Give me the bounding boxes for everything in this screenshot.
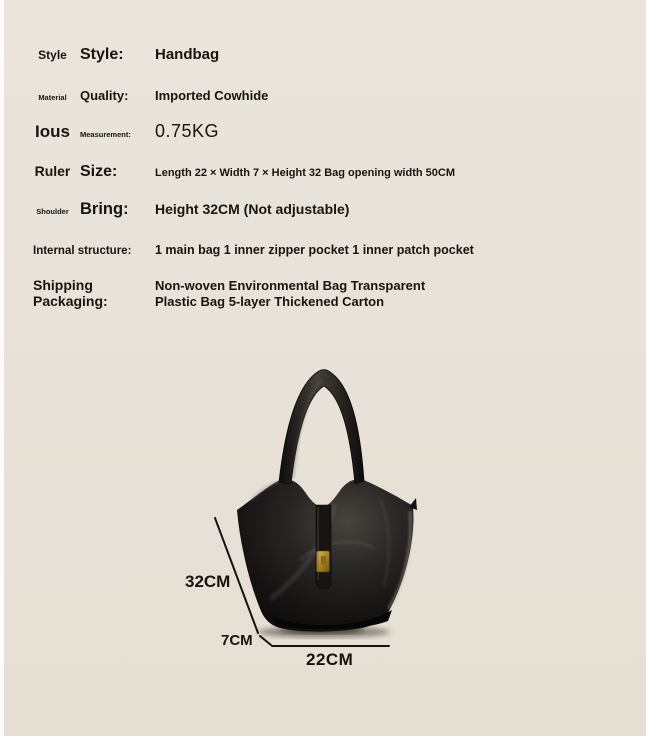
spec-tag: Ious	[35, 122, 70, 141]
spec-value: Handbag	[155, 46, 220, 63]
spec-label: Internal structure:	[33, 245, 132, 257]
spec-label: Quality:	[80, 88, 129, 103]
dimension-label-width: 22CM	[306, 650, 354, 669]
spec-tag: Shoulder	[36, 207, 69, 216]
spec-value: Length 22 × Width 7 × Height 32 Bag opening width 50CM	[155, 167, 455, 179]
spec-value-line1: Non-woven Environmental Bag Transparent	[155, 278, 426, 293]
spec-value: Height 32CM (Not adjustable)	[155, 201, 350, 217]
depth-dimension-tick	[260, 636, 271, 645]
spec-label-line1: Shipping	[33, 277, 93, 293]
spec-label: Bring:	[80, 200, 129, 218]
dimension-label-height: 32CM	[185, 572, 231, 591]
spec-row-style	[0, 46, 646, 64]
handbag-illustration	[150, 355, 490, 700]
spec-label-line2: Packaging:	[33, 293, 108, 309]
spec-row-shipping-packaging	[0, 277, 646, 310]
left-edge-strip	[0, 0, 4, 736]
spec-row-material	[0, 88, 646, 103]
spec-row-size	[0, 163, 646, 181]
spec-tag: Material	[38, 93, 67, 102]
spec-row-strap	[0, 200, 646, 219]
spec-row-internal-structure	[0, 243, 646, 257]
spec-label: Measurement:	[80, 130, 131, 139]
spec-value	[155, 278, 646, 310]
spec-value: Imported Cowhide	[155, 88, 269, 103]
spec-value: 0.75KG	[155, 121, 220, 141]
dimension-label-depth: 7CM	[221, 632, 253, 649]
bag-handle	[279, 370, 364, 484]
spec-row-weight	[0, 121, 646, 142]
spec-label: Style:	[80, 46, 124, 63]
spec-value-line2: Plastic Bag 5-layer Thickened Carton	[155, 294, 385, 309]
spec-tag: Style	[38, 48, 67, 62]
spec-label	[25, 277, 155, 309]
spec-label: Size:	[80, 163, 118, 180]
gold-clasp-lock	[321, 556, 326, 565]
spec-tag: Ruler	[34, 163, 71, 179]
spec-value: 1 main bag 1 inner zipper pocket 1 inner patch pocket	[155, 243, 474, 257]
